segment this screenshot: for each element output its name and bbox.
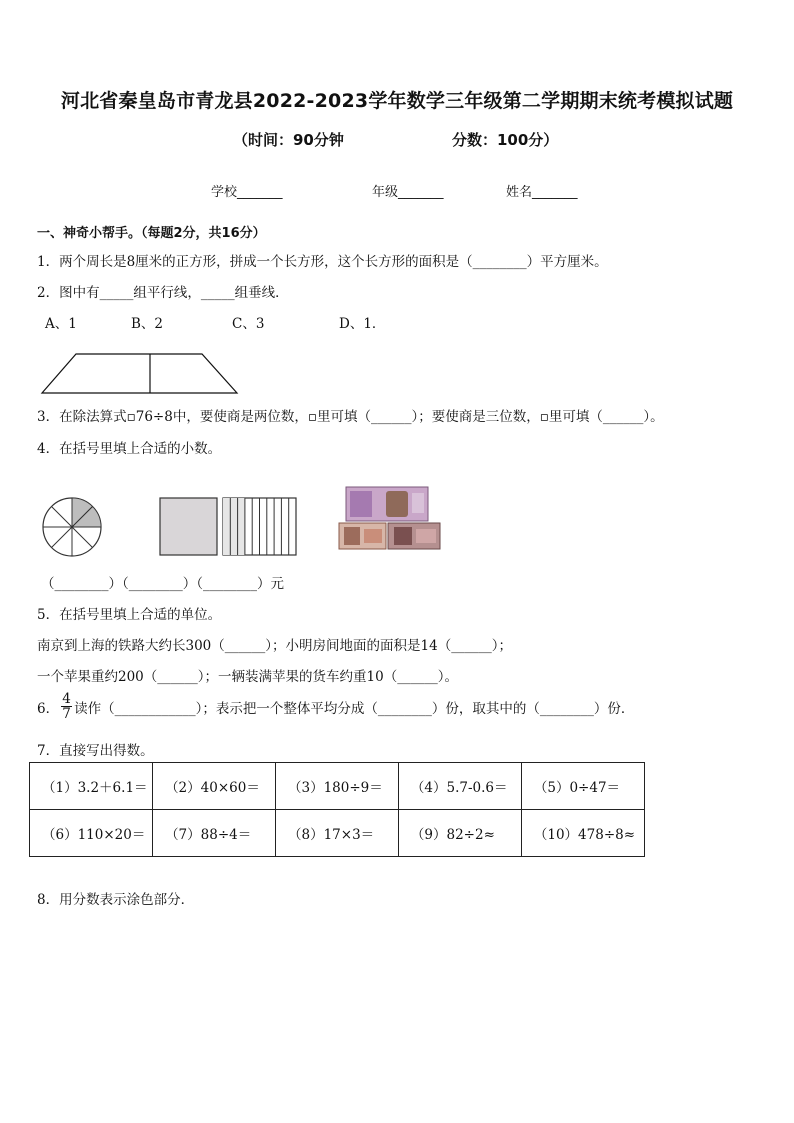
page-title: 河北省秦皇岛市青龙县2022-2023学年数学三年级第二学期期末统考模拟试题 xyxy=(60,90,734,112)
q6-denominator: 7 xyxy=(62,706,71,722)
question-1: 1．两个周长是8厘米的正方形，拼成一个长方形，这个长方形的面积是（________）平方厘米。 xyxy=(37,254,608,270)
question-6 xyxy=(37,692,634,721)
exam-score: 分数：100分） xyxy=(452,131,559,149)
exam-time: （时间：90分钟 xyxy=(233,131,344,149)
question-5-part-a: 南京到上海的铁路大约长300（______）；小明房间地面的面积是14（______）； xyxy=(37,638,512,654)
q2-option-b[interactable]: B、2 xyxy=(131,316,164,332)
q6-number: 6． xyxy=(37,700,60,717)
school-field[interactable]: 学校_______ xyxy=(211,185,283,200)
table-cell: （9）82÷2≈ xyxy=(398,810,521,857)
circle-fraction-figure xyxy=(41,496,103,558)
q2-option-c[interactable]: C、3 xyxy=(232,316,265,332)
table-row xyxy=(30,810,645,857)
table-cell: （2）40×60＝ xyxy=(153,763,276,810)
q6-fraction xyxy=(61,692,72,721)
section-heading: 一、神奇小帮手。（每题2分，共16分） xyxy=(37,226,266,241)
trapezoid-figure xyxy=(40,352,240,396)
name-field[interactable]: 姓名_______ xyxy=(506,185,578,200)
table-cell: （8）17×3＝ xyxy=(275,810,398,857)
striped-square-figure xyxy=(222,497,298,556)
question-5-part-b: 一个苹果重约200（______）；一辆装满苹果的货车约重10（______）。 xyxy=(37,669,458,685)
table-cell: （10）478÷8≈ xyxy=(521,810,644,857)
table-cell: （6）110×20＝ xyxy=(30,810,153,857)
q2-option-a[interactable]: A、1 xyxy=(45,316,77,332)
q6-text: 读作（____________）；表示把一个整体平均分成（________）份，取其中的（________）份． xyxy=(74,700,635,717)
q4-answer-blanks[interactable]: （________）（________）（________）元 xyxy=(41,576,284,592)
question-3: 3．在除法算式▫76÷8中，要使商是两位数，▫里可填（______）；要使商是三位数，▫里可填（______）。 xyxy=(37,409,664,425)
table-row xyxy=(30,763,645,810)
question-8: 8．用分数表示涂色部分． xyxy=(37,892,195,908)
question-2: 2．图中有_____组平行线，_____组垂线． xyxy=(37,285,289,301)
shaded-square-figure xyxy=(159,497,219,556)
question-7: 7．直接写出得数。 xyxy=(37,743,154,759)
q2-option-d[interactable]: D、1． xyxy=(339,316,386,332)
banknotes-picture xyxy=(338,485,442,550)
question-4: 4．在括号里填上合适的小数。 xyxy=(37,441,222,457)
calculation-table xyxy=(29,762,645,857)
question-5: 5．在括号里填上合适的单位。 xyxy=(37,607,222,623)
grade-field[interactable]: 年级_______ xyxy=(372,185,444,200)
table-cell: （5）0÷47＝ xyxy=(521,763,644,810)
table-cell: （7）88÷4＝ xyxy=(153,810,276,857)
table-cell: （4）5.7-0.6＝ xyxy=(398,763,521,810)
table-cell: （1）3.2＋6.1＝ xyxy=(30,763,153,810)
q6-numerator: 4 xyxy=(62,691,71,707)
table-cell: （3）180÷9＝ xyxy=(275,763,398,810)
